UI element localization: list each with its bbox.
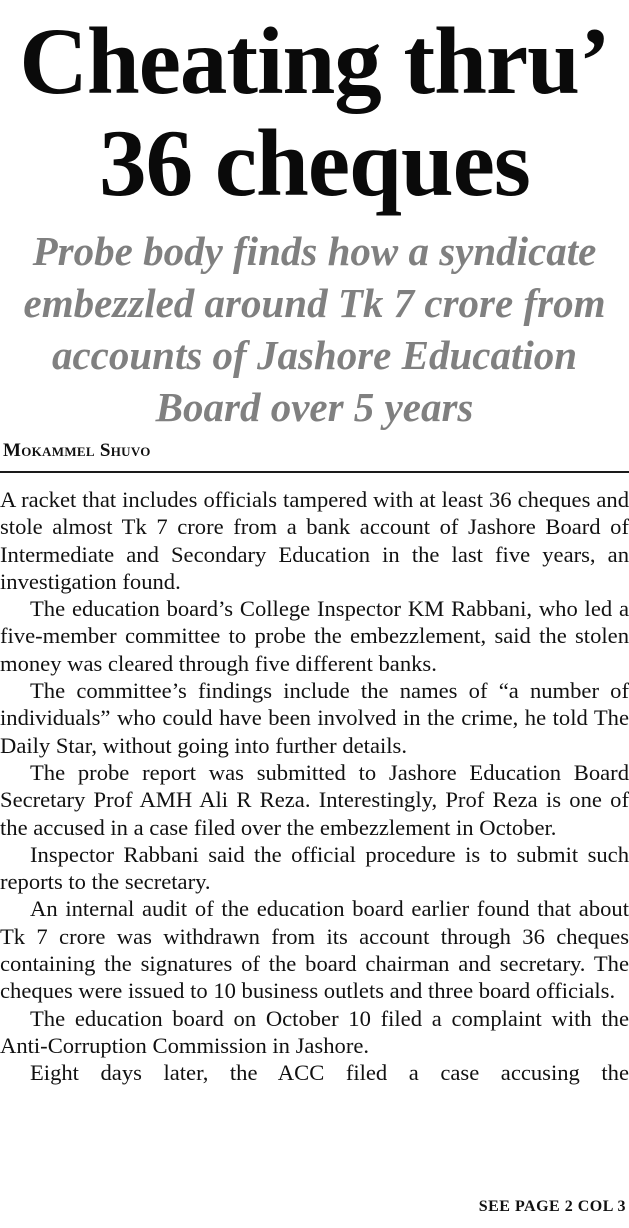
paragraph-3: The committee’s findings include the names of “a number of individuals” who could have been involved in the crime, he told The Daily Star, without going into further details.	[0, 678, 629, 758]
headline	[0, 10, 629, 214]
paragraph-4: The probe report was submitted to Jashore Education Board Secretary Prof AMH Ali R Reza. Interestingly, Prof Reza is one of the accused in a case filed over the embezzlement in October.	[0, 759, 629, 840]
byline-divider	[0, 471, 629, 473]
paragraph-8: Eight days later, the ACC filed a case accusing the	[30, 1060, 629, 1086]
paragraph-6: An internal audit of the education board earlier found that about Tk 7 crore was withdrawn from its account through 36 cheques containing the signatures of the board chairman and secretary. The cheques were issued to 10 business outlets and three board officials.	[0, 896, 629, 1004]
subheadline-line-3: accounts of Jashore Education	[51, 332, 578, 378]
paragraph-5: Inspector Rabbani said the official procedure is to submit such reports to the secretary.	[0, 841, 629, 895]
subheadline-line-2: embezzled around Tk 7 crore from	[23, 280, 606, 326]
paragraph-7: The education board on October 10 filed a complaint with the Anti-Corruption Commission in Jashore.	[0, 1005, 629, 1058]
continuation-jump: SEE PAGE 2 COL 3	[478, 1198, 626, 1215]
article-body	[0, 486, 629, 1087]
subheadline-line-1: Probe body finds how a syndicate	[32, 228, 597, 274]
paragraph-2: The education board’s College Inspector KM Rabbani, who led a five-member committee to probe the embezzlement, said the stolen money was cleared through five different banks.	[0, 596, 629, 676]
subheadline-line-4: Board over 5 years	[155, 384, 474, 430]
paragraph-1: A racket that includes officials tampered with at least 36 cheques and stole almost Tk 7 crore from a bank account of Jashore Board of Intermediate and Secondary Education in the last five years, an investigation found.	[0, 487, 629, 594]
subheadline	[0, 225, 629, 433]
headline-line-1: Cheating thru’	[19, 8, 610, 114]
headline-line-2: 36 cheques	[99, 110, 530, 216]
byline: Mokammel Shuvo	[3, 440, 151, 461]
